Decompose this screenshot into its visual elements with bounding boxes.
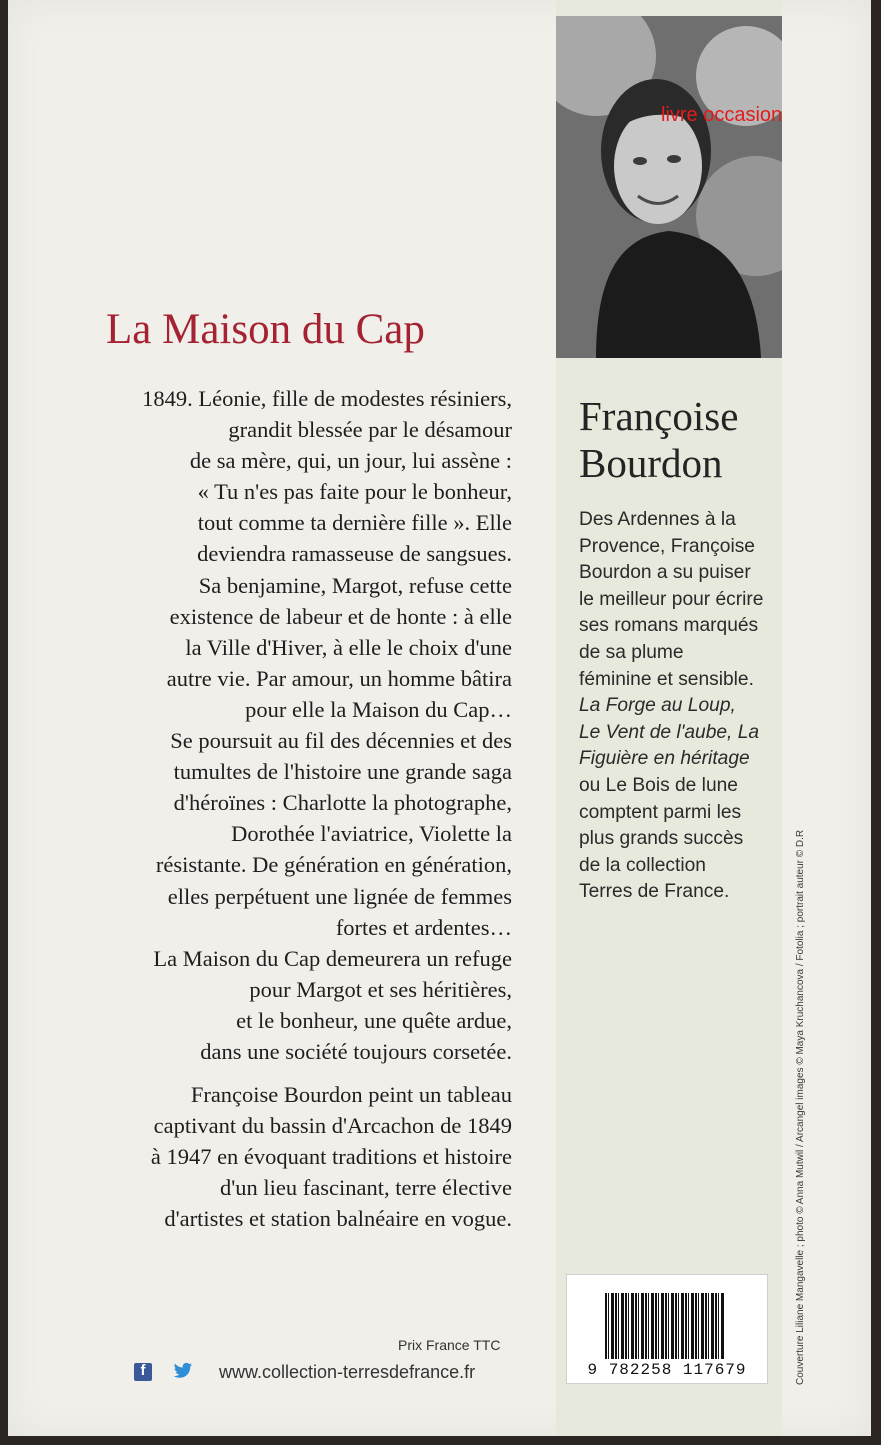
author-portrait xyxy=(556,16,782,358)
barcode-bars xyxy=(605,1293,725,1359)
synopsis-line: « Tu n'es pas faite pour le bonheur, xyxy=(197,479,512,505)
photo-credits: Couverture Liliane Mangavelle ; photo © Anna Mutwil / Arcangel images © Maya Kruchancova / Fotolia ; portrait auteur © D.R xyxy=(795,829,806,1385)
bio-line: ou Le Bois de lune xyxy=(579,774,738,796)
synopsis-line: pour Margot et ses héritières, xyxy=(249,976,512,1002)
synopsis-line: dans une société toujours corsetée. xyxy=(200,1038,512,1064)
bio-line: comptent parmi les xyxy=(579,801,742,823)
synopsis-line: résistante. De génération en génération, xyxy=(155,852,512,878)
synopsis-line: d'artistes et station balnéaire en vogue. xyxy=(164,1206,512,1232)
synopsis-paragraph-2 xyxy=(70,1079,512,1234)
bio-line: féminine et sensible. xyxy=(579,668,754,690)
synopsis-line: autre vie. Par amour, un homme bâtira xyxy=(166,665,512,691)
twitter-icon[interactable] xyxy=(173,1362,193,1380)
author-bio xyxy=(579,507,779,906)
synopsis-paragraph-1 xyxy=(70,383,512,1067)
synopsis-line: d'un lieu fascinant, terre élective xyxy=(219,1175,512,1201)
barcode-number: 9 782258 117679 xyxy=(587,1361,747,1379)
synopsis-line: tout comme ta dernière fille ». Elle xyxy=(197,510,512,536)
synopsis-line: 1849. Léonie, fille de modestes résiniers, xyxy=(142,386,512,411)
bio-line: de sa plume xyxy=(579,641,684,663)
synopsis-line: Se poursuit au fil des décennies et des xyxy=(170,728,512,754)
bio-line: Provence, Françoise xyxy=(579,535,755,557)
bio-line: plus grands succès xyxy=(579,828,744,850)
bio-line: le meilleur pour écrire xyxy=(579,588,764,610)
book-title: La Maison du Cap xyxy=(106,306,425,353)
synopsis-line: tumultes de l'histoire une grande saga xyxy=(173,759,512,785)
synopsis-line: la Ville d'Hiver, à elle le choix d'une xyxy=(185,634,512,660)
bio-line: Figuière en héritage xyxy=(579,748,750,770)
facebook-icon[interactable]: f xyxy=(134,1363,152,1381)
synopsis-line: à 1947 en évoquant traditions et histoire xyxy=(150,1144,512,1170)
author-name xyxy=(579,393,738,487)
price-label: Prix France TTC xyxy=(398,1337,501,1353)
synopsis-line: captivant du bassin d'Arcachon de 1849 xyxy=(153,1113,512,1139)
synopsis-line: Dorothée l'aviatrice, Violette la xyxy=(231,821,512,847)
synopsis-line: La Maison du Cap demeurera un refuge xyxy=(153,945,512,971)
synopsis-line: deviendra ramasseuse de sangsues. xyxy=(197,541,512,567)
synopsis-line: de sa mère, qui, un jour, lui assène : xyxy=(189,448,512,474)
bio-line: Le Vent de l'aube, La xyxy=(579,721,760,743)
synopsis-line: fortes et ardentes… xyxy=(335,914,512,940)
bio-line: ses romans marqués xyxy=(579,615,759,637)
synopsis xyxy=(70,383,512,1235)
synopsis-line: Françoise Bourdon peint un tableau xyxy=(190,1082,512,1108)
synopsis-line: grandit blessée par le désamour xyxy=(228,417,512,443)
bio-line: de la collection xyxy=(579,854,706,876)
synopsis-line: d'héroïnes : Charlotte la photographe, xyxy=(173,790,512,816)
synopsis-line: elles perpétuent une lignée de femmes xyxy=(167,883,512,909)
synopsis-line: existence de labeur et de honte : à elle xyxy=(169,603,512,629)
synopsis-line: pour elle la Maison du Cap… xyxy=(245,696,512,722)
bio-line: Terres de France. xyxy=(579,881,730,903)
bio-line: Des Ardennes à la xyxy=(579,509,736,530)
watermark-text: livre occasion xyxy=(661,104,783,126)
website-link[interactable]: www.collection-terresdefrance.fr xyxy=(219,1362,476,1382)
bio-line: La Forge au Loup, xyxy=(579,695,736,717)
author-first-name: Françoise xyxy=(579,393,739,439)
synopsis-line: et le bonheur, une quête ardue, xyxy=(236,1007,512,1033)
synopsis-line: Sa benjamine, Margot, refuse cette xyxy=(198,572,512,598)
barcode xyxy=(566,1274,768,1384)
author-last-name: Bourdon xyxy=(579,440,723,486)
bio-line: Bourdon a su puiser xyxy=(579,562,751,584)
